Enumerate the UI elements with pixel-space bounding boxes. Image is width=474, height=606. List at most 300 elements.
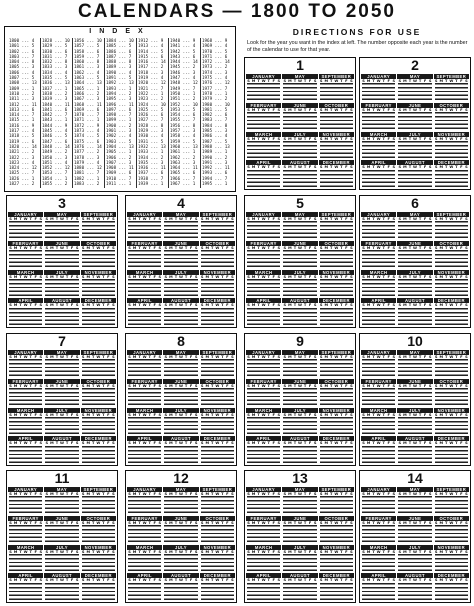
weekday-label: F (272, 520, 275, 525)
index-entry: 1938 ... 7 (138, 175, 164, 181)
weekday-label: M (86, 549, 91, 554)
weekday-label: W (298, 355, 302, 359)
index-entry: 1915 ... 6 (138, 53, 164, 59)
index-entry: 1833 ... 3 (42, 64, 68, 70)
weekday-label: M (439, 578, 444, 583)
weekday-label: W (60, 492, 64, 496)
month-name: JUNE (282, 103, 317, 108)
weekday-label: S (350, 303, 353, 308)
weekday-label: T (418, 303, 422, 308)
index-entry: 1967 ... 1 (170, 181, 196, 187)
weekday-label: S (200, 303, 204, 308)
month-name: MARCH (246, 545, 281, 550)
weekday-label: M (403, 107, 407, 112)
month-name: JULY (282, 132, 317, 137)
weekday-label: T (211, 520, 214, 525)
month-name: OCTOBER (319, 379, 354, 384)
weekday-label: T (92, 303, 95, 308)
weekday-label: M (132, 549, 137, 554)
index-entry: 1834 ... 4 (42, 69, 68, 75)
month-block (163, 545, 198, 573)
month-name: APRIL (361, 298, 396, 303)
index-entry: 1961 ... 1 (170, 149, 196, 155)
index-entry: 1969 ... 4 (202, 43, 228, 49)
month-block (361, 350, 396, 378)
calendar-block (244, 333, 356, 466)
weekday-label: S (350, 355, 353, 359)
weekday-label: W (215, 303, 220, 308)
weekday-label: S (428, 441, 432, 446)
weekday-label: T (408, 79, 412, 83)
index-entry: 1828 ... 10 (42, 38, 70, 43)
weekday-label: T (221, 441, 224, 446)
index-entry: 1841 ... 6 (42, 106, 68, 112)
index-entry: 1829 ... 5 (42, 43, 68, 49)
weekday-label: S (319, 303, 323, 308)
weekday-label: F (107, 245, 110, 250)
weekday-label: W (449, 441, 454, 446)
day-rows (128, 388, 161, 405)
day-rows (201, 446, 234, 463)
index-entry: 1913 ... 4 (138, 43, 164, 49)
month-grid (246, 74, 354, 188)
index-entry: 1849 ... 2 (42, 149, 68, 155)
weekday-label: M (13, 303, 18, 308)
weekday-label: F (460, 136, 463, 141)
weekday-label: T (138, 520, 141, 525)
weekday-label: M (251, 165, 256, 170)
index-entry: 1948 ... 12 (170, 80, 198, 86)
month-name: SEPTEMBER (434, 487, 469, 492)
weekday-label: T (340, 355, 343, 359)
weekday-label: T (211, 492, 214, 496)
weekday-label: M (439, 245, 444, 250)
weekday-label: T (372, 549, 375, 554)
weekday-label: F (272, 383, 275, 388)
month-block (127, 212, 162, 240)
weekday-label: W (376, 412, 381, 417)
calendar-block (244, 470, 356, 603)
day-rows (247, 112, 280, 129)
index-entry: 1884 ... 10 (106, 38, 134, 43)
index-entry: 1993 ... 6 (202, 170, 228, 176)
month-name: SEPTEMBER (319, 350, 354, 355)
weekday-label: M (13, 492, 18, 496)
weekday-label: W (96, 578, 101, 583)
calendar-number: 5 (296, 195, 304, 211)
day-rows (435, 583, 468, 600)
weekday-label: T (184, 383, 188, 388)
day-rows (82, 446, 115, 463)
index-entry: 1808 ... 13 (9, 80, 37, 86)
weekday-label: T (221, 355, 224, 359)
weekday-label: T (418, 549, 422, 554)
weekday-label: S (350, 245, 353, 250)
weekday-label: W (298, 107, 302, 112)
weekday-label: M (251, 441, 256, 446)
weekday-label: S (45, 245, 49, 250)
weekday-label: M (132, 274, 137, 279)
weekday-label: S (158, 217, 162, 221)
weekday-label: T (408, 492, 412, 496)
month-block (434, 103, 469, 131)
month-block (246, 487, 281, 515)
weekday-label: S (465, 492, 468, 496)
weekday-label: S (465, 549, 468, 554)
month-block (8, 573, 43, 601)
month-name: JUNE (163, 379, 198, 384)
index-entry: 1830 ... 6 (42, 48, 68, 54)
weekday-label: M (251, 303, 256, 308)
weekday-label: T (55, 217, 59, 221)
weekday-label: W (23, 492, 28, 496)
weekday-label: S (81, 578, 85, 583)
weekday-label: M (439, 303, 444, 308)
index-entry: 1801 ... 5 (9, 43, 35, 49)
weekday-label: S (75, 520, 79, 525)
weekday-label: M (251, 355, 256, 359)
weekday-label: T (184, 355, 188, 359)
weekday-label: S (283, 107, 287, 112)
weekday-label: F (153, 578, 156, 583)
index-entry: 1861 ... 3 (74, 64, 100, 70)
day-rows (9, 308, 42, 325)
weekday-label: S (428, 578, 432, 583)
calendar-block (359, 57, 471, 190)
weekday-label: F (226, 578, 229, 583)
weekday-label: S (319, 165, 323, 170)
weekday-label: S (313, 245, 317, 250)
weekday-label: S (434, 492, 438, 496)
weekday-label: M (86, 303, 91, 308)
weekday-label: T (382, 274, 385, 279)
month-block (319, 160, 354, 188)
weekday-label: M (169, 549, 173, 554)
weekday-label: W (215, 492, 220, 496)
index-entry: 1883 ... 2 (74, 181, 100, 187)
weekday-label: S (200, 355, 204, 359)
weekday-label: S (434, 217, 438, 221)
weekday-label: T (382, 355, 385, 359)
weekday-label: T (174, 520, 178, 525)
weekday-label: S (9, 303, 12, 308)
weekday-label: T (55, 274, 59, 279)
weekday-label: S (231, 274, 234, 279)
month-block (200, 379, 235, 407)
calendar-block (6, 470, 118, 603)
month-block (361, 212, 396, 240)
weekday-label: S (164, 217, 168, 221)
weekday-label: S (319, 520, 323, 525)
weekday-label: T (408, 383, 412, 388)
month-name: JANUARY (246, 74, 281, 79)
weekday-label: W (376, 136, 381, 141)
weekday-label: M (439, 165, 444, 170)
weekday-label: F (153, 492, 156, 496)
index-entry: 1917 ... 2 (138, 64, 164, 70)
weekday-label: S (45, 274, 49, 279)
index-entry: 1955 ... 7 (170, 117, 196, 123)
month-grid (246, 350, 354, 464)
index-entry: 1911 ... 1 (106, 181, 132, 187)
month-name: SEPTEMBER (200, 487, 235, 492)
index-entry: 1988 ... 13 (202, 143, 230, 149)
weekday-label: S (362, 492, 365, 496)
weekday-label: M (288, 79, 292, 83)
weekday-label: S (200, 245, 204, 250)
day-rows (45, 250, 78, 267)
month-block (434, 516, 469, 544)
month-name: SEPTEMBER (434, 350, 469, 355)
month-name: OCTOBER (200, 379, 235, 384)
weekday-label: M (439, 520, 444, 525)
weekday-label: S (39, 549, 43, 554)
month-name: DECEMBER (200, 436, 235, 441)
weekday-label: F (387, 165, 390, 170)
day-rows (320, 583, 353, 600)
weekday-label: F (34, 549, 37, 554)
weekday-label: S (313, 303, 317, 308)
weekday-label: T (102, 245, 105, 250)
weekday-label: S (75, 274, 79, 279)
weekday-label: F (189, 441, 193, 446)
weekday-label: S (350, 441, 353, 446)
weekday-label: S (428, 520, 432, 525)
weekday-label: W (60, 412, 64, 417)
weekday-label: F (423, 412, 427, 417)
index-entry: 1807 ... 5 (9, 75, 35, 81)
weekday-label: T (29, 492, 32, 496)
day-rows (362, 250, 395, 267)
month-block (246, 379, 281, 407)
weekday-label: F (272, 79, 275, 83)
day-rows (9, 496, 42, 513)
weekday-label: S (158, 355, 162, 359)
weekday-label: M (169, 274, 173, 279)
weekday-label: M (86, 274, 91, 279)
weekday-label: S (194, 412, 198, 417)
month-name: JULY (44, 545, 79, 550)
weekday-label: F (423, 441, 427, 446)
month-name: JULY (163, 545, 198, 550)
index-entry: 1953 ... 5 (170, 106, 196, 112)
weekday-label: T (92, 355, 95, 359)
weekday-label: W (298, 303, 302, 308)
month-name: APRIL (246, 573, 281, 578)
weekday-label: S (313, 412, 317, 417)
index-entry: 1848 ... 14 (42, 143, 70, 149)
weekday-label: T (372, 520, 375, 525)
month-name: JANUARY (361, 487, 396, 492)
month-name: MARCH (361, 408, 396, 413)
index-entry: 1838 ... 2 (42, 90, 68, 96)
weekday-label: T (455, 578, 458, 583)
day-rows (320, 496, 353, 513)
weekday-label: M (132, 383, 137, 388)
month-name: NOVEMBER (200, 545, 235, 550)
weekday-label: M (288, 441, 292, 446)
index-entry: 1887 ... 7 (106, 53, 132, 59)
index-entry: 1914 ... 5 (138, 48, 164, 54)
weekday-label: T (455, 441, 458, 446)
month-block (361, 545, 396, 573)
weekday-label: T (174, 303, 178, 308)
month-name: FEBRUARY (8, 379, 43, 384)
month-name: MARCH (127, 408, 162, 413)
weekday-label: T (29, 578, 32, 583)
month-name: NOVEMBER (81, 545, 116, 550)
index-entry: 1932 ... 13 (138, 143, 166, 149)
month-name: FEBRUARY (361, 379, 396, 384)
weekday-label: F (34, 383, 37, 388)
month-block (163, 241, 198, 269)
weekday-label: S (9, 441, 12, 446)
weekday-label: T (174, 412, 178, 417)
index-entry: 1857 ... 5 (74, 43, 100, 49)
month-name: AUGUST (163, 436, 198, 441)
weekday-label: M (324, 217, 329, 221)
month-block (282, 350, 317, 378)
month-name: NOVEMBER (319, 270, 354, 275)
weekday-label: S (465, 303, 468, 308)
index-column (72, 38, 104, 188)
weekday-label: T (408, 217, 412, 221)
weekday-label: S (398, 578, 402, 583)
weekday-label: T (184, 217, 188, 221)
weekday-label: W (334, 245, 339, 250)
weekday-label: S (194, 355, 198, 359)
day-rows (9, 446, 42, 463)
weekday-label: S (277, 107, 281, 112)
day-rows (9, 554, 42, 571)
weekday-label: T (293, 136, 297, 141)
weekday-label: T (382, 79, 385, 83)
weekday-label: S (277, 520, 281, 525)
month-block (434, 545, 469, 573)
weekday-label: S (313, 274, 317, 279)
calendar-block (244, 57, 356, 190)
month-block (282, 436, 317, 464)
weekday-label: W (334, 412, 339, 417)
day-rows (201, 359, 234, 376)
weekday-label: M (288, 412, 292, 417)
weekday-label: T (138, 412, 141, 417)
weekday-label: W (261, 136, 266, 141)
weekday-label: F (107, 412, 110, 417)
day-rows (164, 583, 197, 600)
month-block (246, 132, 281, 160)
weekday-label: T (257, 578, 260, 583)
weekday-label: T (455, 303, 458, 308)
day-rows (362, 308, 395, 325)
day-rows (247, 525, 280, 542)
weekday-label: S (164, 303, 168, 308)
month-name: APRIL (127, 573, 162, 578)
weekday-label: T (340, 303, 343, 308)
weekday-label: M (324, 274, 329, 279)
index-entry: 1949 ... 7 (170, 85, 196, 91)
weekday-label: F (345, 441, 348, 446)
index-entry: 1898 ... 7 (106, 112, 132, 118)
month-block (246, 516, 281, 544)
weekday-label: W (449, 303, 454, 308)
weekday-label: M (288, 165, 292, 170)
weekday-label: T (174, 274, 178, 279)
month-name: SEPTEMBER (81, 212, 116, 217)
weekday-label: F (423, 217, 427, 221)
month-block (361, 379, 396, 407)
weekday-label: F (107, 303, 110, 308)
index-entry: 1971 ... 6 (202, 53, 228, 59)
month-block (361, 132, 396, 160)
weekday-label: M (366, 217, 371, 221)
weekday-label: M (169, 441, 173, 446)
day-rows (201, 525, 234, 542)
weekday-label: M (50, 383, 54, 388)
weekday-label: T (382, 165, 385, 170)
weekday-label: W (413, 274, 417, 279)
weekday-label: M (288, 245, 292, 250)
weekday-label: T (408, 441, 412, 446)
index-entry: 1979 ... 2 (202, 96, 228, 102)
weekday-label: S (128, 578, 131, 583)
month-block (127, 241, 162, 269)
weekday-label: S (313, 107, 317, 112)
weekday-label: S (283, 355, 287, 359)
month-block (200, 212, 235, 240)
month-name: MAY (163, 350, 198, 355)
weekday-label: F (423, 107, 427, 112)
weekday-label: S (362, 136, 365, 141)
weekday-label: M (251, 520, 256, 525)
month-name: JANUARY (246, 212, 281, 217)
day-rows (247, 170, 280, 187)
weekday-label: T (372, 245, 375, 250)
weekday-label: S (75, 441, 79, 446)
index-entry: 1872 ... 9 (74, 122, 100, 128)
month-block (434, 487, 469, 515)
weekday-label: S (434, 303, 438, 308)
weekday-label: T (211, 383, 214, 388)
month-block (200, 270, 235, 298)
weekday-label: T (445, 303, 448, 308)
index-entry: 1931 ... 5 (138, 138, 164, 144)
weekday-label: W (60, 303, 64, 308)
weekday-label: M (439, 492, 444, 496)
weekday-label: S (434, 136, 438, 141)
weekday-label: F (107, 441, 110, 446)
index-entry: 1815 ... 1 (9, 117, 35, 123)
weekday-label: F (423, 165, 427, 170)
weekday-label: S (39, 412, 43, 417)
weekday-label: W (298, 136, 302, 141)
month-block (81, 350, 116, 378)
weekday-label: F (70, 245, 74, 250)
month-block (282, 212, 317, 240)
weekday-label: T (267, 245, 270, 250)
weekday-label: F (308, 79, 312, 83)
weekday-label: F (226, 383, 229, 388)
weekday-label: M (86, 217, 91, 221)
weekday-label: W (96, 549, 101, 554)
weekday-label: M (366, 136, 371, 141)
weekday-label: M (13, 578, 18, 583)
weekday-label: M (403, 274, 407, 279)
weekday-label: S (313, 79, 317, 83)
month-name: JANUARY (361, 74, 396, 79)
weekday-label: M (251, 217, 256, 221)
weekday-label: M (205, 549, 210, 554)
